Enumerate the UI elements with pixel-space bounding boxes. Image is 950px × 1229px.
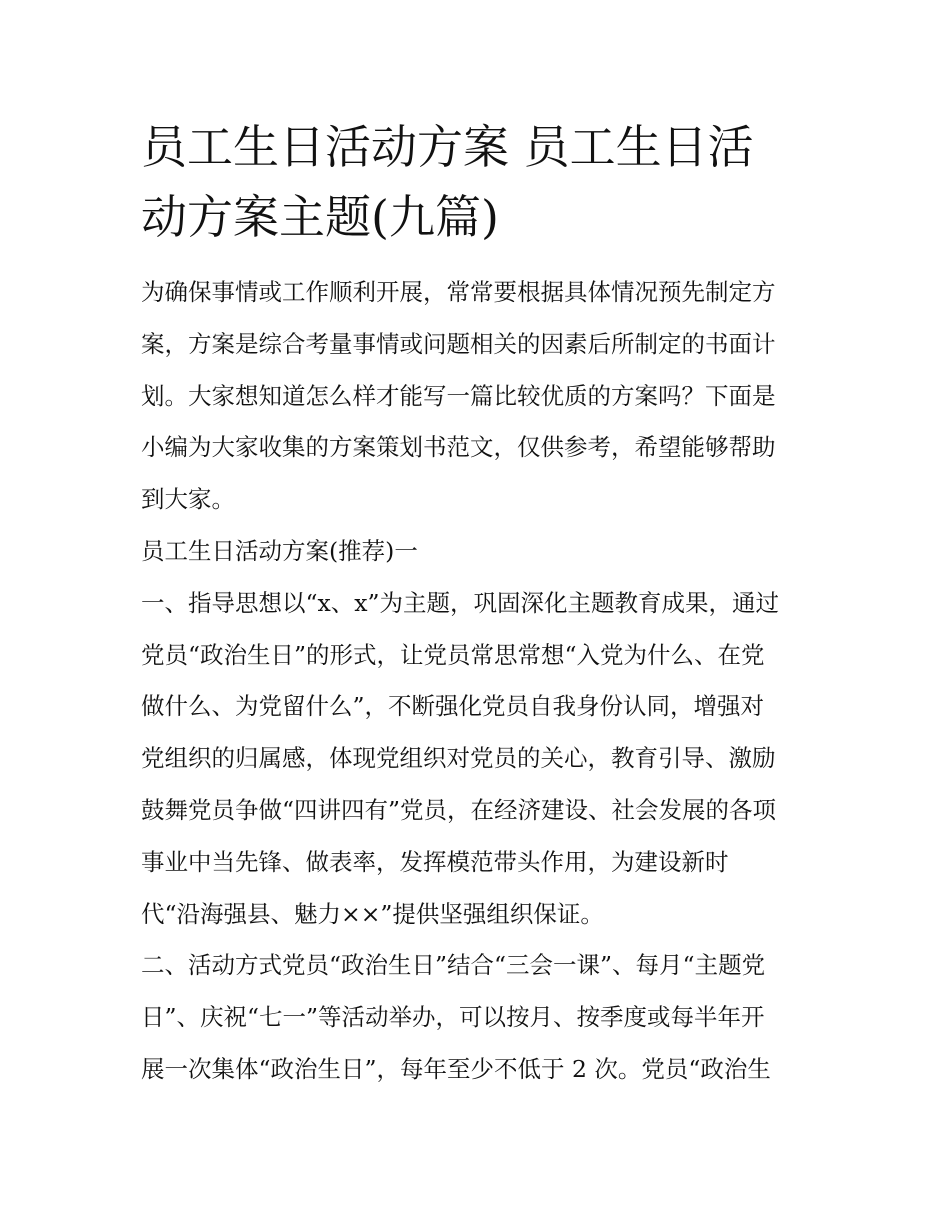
- document-title: [141, 112, 821, 252]
- document-body: [141, 267, 821, 1096]
- text-line: 事业中当先锋、做表率，发挥模范带头作用，为建设新时: [141, 847, 729, 876]
- text-line: 二、活动方式党员“政治生日”结合“三会一课”、每月“主题党: [141, 951, 766, 980]
- text-line: 展一次集体“政治生日”，每年至少不低于 2 次。党员“政治生: [141, 1054, 771, 1083]
- title-line: 动方案主题(九篇): [141, 190, 499, 244]
- text-line: 小编为大家收集的方案策划书范文，仅供参考，希望能够帮助: [141, 433, 776, 462]
- text-line: 员工生日活动方案(推荐)一: [141, 536, 418, 565]
- guiding-ideology-paragraph: [141, 578, 821, 941]
- text-line: 鼓舞党员争做“四讲四有”党员，在经济建设、社会发展的各项: [141, 795, 777, 824]
- text-line: 党员“政治生日”的形式，让党员常思常想“入党为什么、在党: [141, 640, 765, 669]
- text-line: 做什么、为党留什么”，不断强化党员自我身份认同，增强对: [141, 692, 765, 721]
- text-line: 日”、庆祝“七一”等活动举办，可以按月、按季度或每半年开: [141, 1003, 765, 1032]
- text-line: 案，方案是综合考量事情或问题相关的因素后所制定的书面计: [141, 329, 776, 358]
- text-line: 代“沿海强县、魅力××”提供坚强组织保证。: [141, 899, 604, 928]
- text-line: 一、指导思想以“x、x”为主题，巩固深化主题教育成果，通过: [141, 588, 780, 617]
- text-line: 划。大家想知道怎么样才能写一篇比较优质的方案吗？下面是: [141, 381, 776, 410]
- section-heading: [141, 526, 821, 578]
- title-line: 员工生日活动方案 员工生日活: [141, 120, 754, 174]
- text-line: 为确保事情或工作顺利开展，常常要根据具体情况预先制定方: [141, 278, 776, 306]
- activity-method-paragraph: [141, 940, 821, 1095]
- document-content: [141, 112, 821, 1096]
- text-line: 到大家。: [141, 485, 235, 514]
- intro-paragraph: [141, 267, 821, 526]
- text-line: 党组织的归属感，体现党组织对党员的关心，教育引导、激励: [141, 744, 776, 773]
